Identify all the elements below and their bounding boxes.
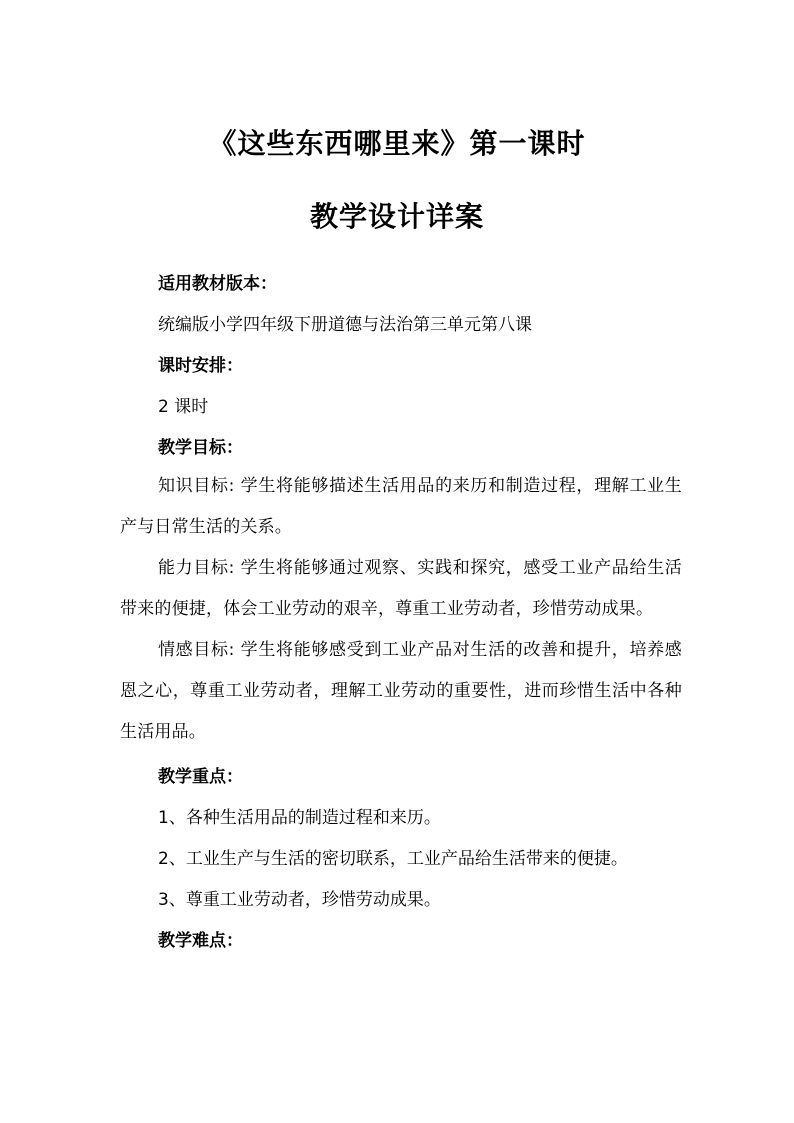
goal-emotion-paragraph: 情感目标: 学生将能够感受到工业产品对生活的改善和提升，培养感恩之心，尊重工业劳动者，理解工业劳动的重要性，进而珍惜生活中各种生活用品。: [120, 640, 682, 742]
key-point-3: 3、尊重工业劳动者，珍惜劳动成果。: [158, 890, 441, 910]
difficulty-heading: 教学难点：: [158, 931, 243, 951]
schedule-value: 2 课时: [158, 397, 209, 417]
document-subtitle: 教学设计详案: [309, 200, 484, 233]
key-point-1: 1、各种生活用品的制造过程和来历。: [158, 808, 441, 828]
goal-ability-paragraph: 能力目标: 学生将能够通过观察、实践和探究，感受工业产品给生活带来的便捷，体会工业劳动的艰辛，尊重工业劳动者，珍惜劳动成果。: [120, 558, 682, 619]
document-body: [120, 266, 682, 959]
goal-knowledge-paragraph: 知识目标: 学生将能够描述生活用品的来历和制造过程，理解工业生产与日常生活的关系。: [120, 476, 682, 537]
document-title: 《这些东西哪里来》第一课时: [208, 127, 586, 160]
textbook-heading: 适用教材版本：: [158, 274, 277, 294]
key-points-heading: 教学重点：: [158, 767, 243, 787]
schedule-heading: 课时安排：: [158, 356, 243, 376]
goals-heading: 教学目标：: [158, 438, 243, 458]
textbook-value: 统编版小学四年级下册道德与法治第三单元第八课: [158, 315, 532, 335]
key-point-2: 2、工业生产与生活的密切联系，工业产品给生活带来的便捷。: [158, 849, 628, 869]
